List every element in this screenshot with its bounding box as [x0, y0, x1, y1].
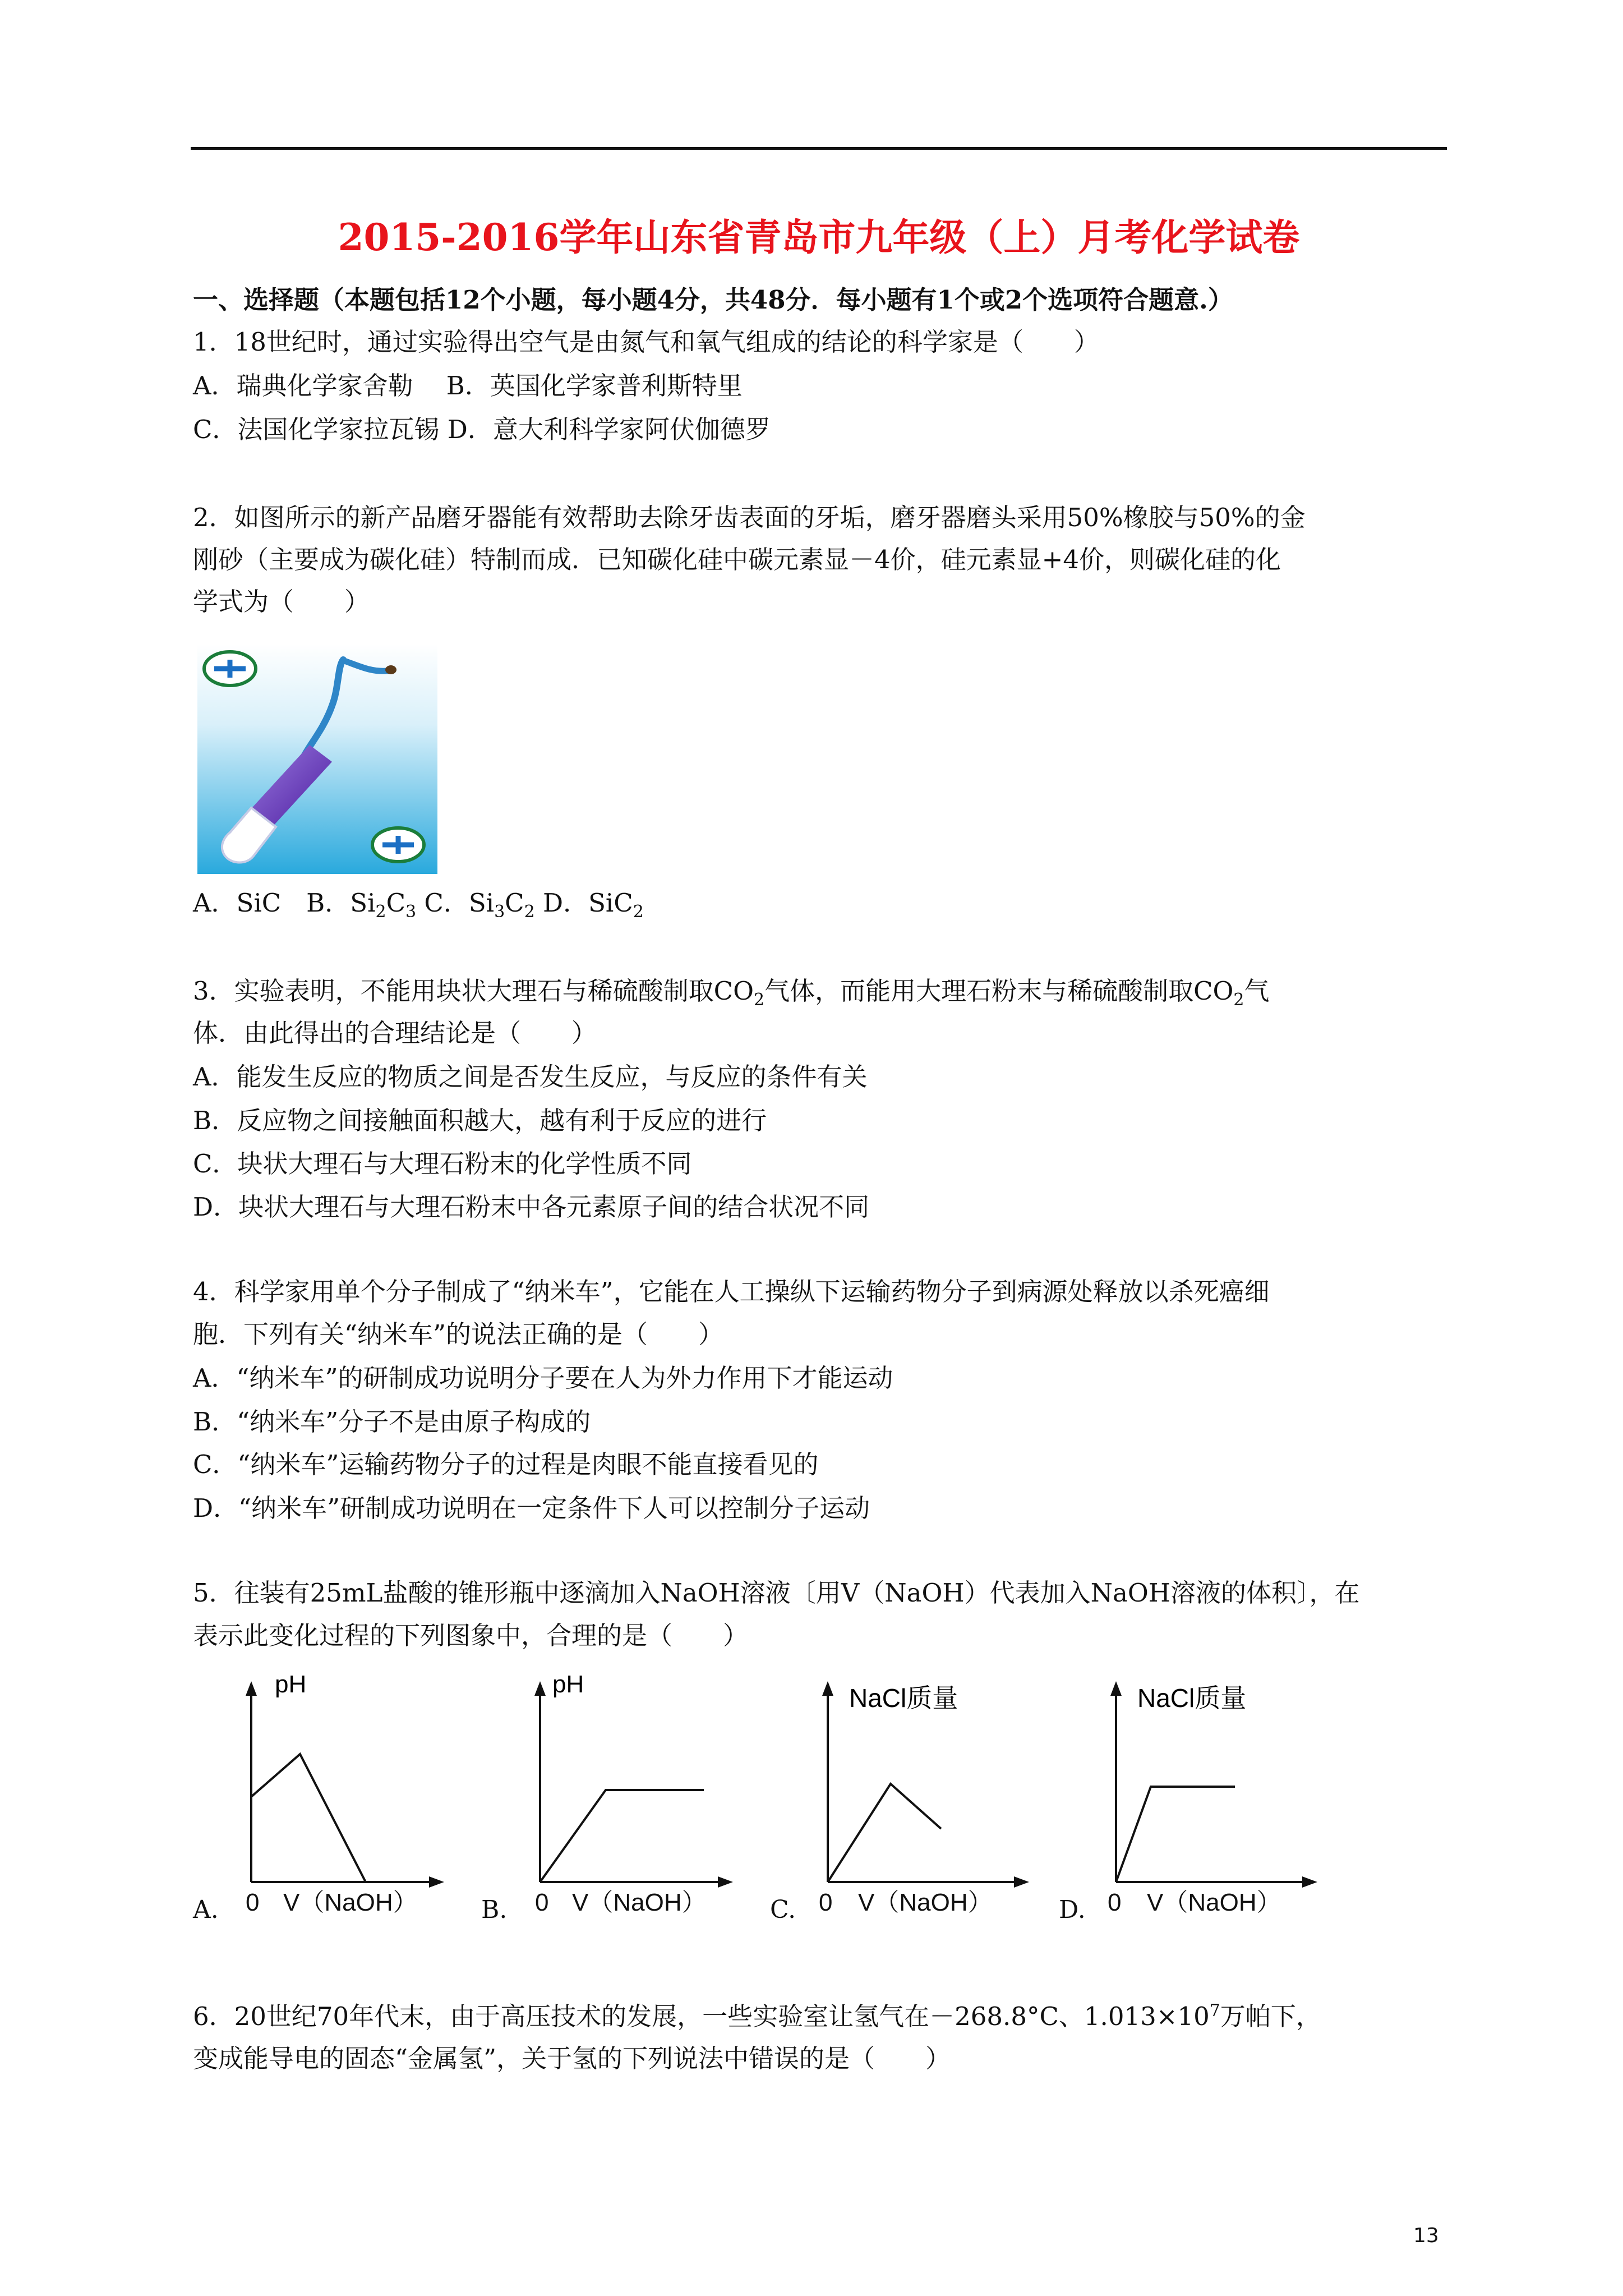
graph-b-plot: [513, 1674, 737, 1888]
q1-options-cd: C．法国化学家拉瓦锡 D．意大利科学家阿伏伽德罗: [193, 415, 771, 444]
graph-d-xlabel: V（NaOH）: [1147, 1889, 1281, 1916]
q6-stem-line2: 变成能导电的固态“金属氢”，关于氢的下列说法中错误的是（ ）: [193, 2044, 951, 2073]
q3-option-b: B．反应物之间接触面积越大，越有利于反应的进行: [193, 1106, 767, 1135]
page-title: 2015-2016学年山东省青岛市九年级（上）月考化学试卷: [338, 215, 1300, 259]
graph-c-xlabel: V（NaOH）: [858, 1889, 993, 1916]
q1-options-ab: A．瑞典化学家舍勒 B．英国化学家普利斯特里: [193, 371, 743, 401]
q3-stem-line2: 体．由此得出的合理结论是（ ）: [193, 1018, 597, 1048]
logo-badge-bottom-icon: [372, 828, 424, 862]
graph-a-origin: 0: [246, 1889, 260, 1916]
graph-c-origin: 0: [819, 1889, 833, 1916]
page-number: 13: [1413, 2224, 1439, 2247]
q2-options: A．SiC B．$Si_2C_3$ C．$Si_3C_2$ D．SiC$_2$: [193, 888, 644, 922]
logo-badge-top-icon: [204, 652, 256, 685]
graph-d-option-label: D.: [1059, 1895, 1086, 1924]
graph-a-xlabel: V（NaOH）: [283, 1889, 418, 1916]
graph-b-origin: 0: [535, 1889, 549, 1916]
q1-stem: 1．18世纪时，通过实验得出空气是由氮气和氧气组成的结论的科学家是（ ）: [193, 327, 1099, 357]
graph-c-plot: [801, 1674, 1036, 1888]
q4-stem-line2: 胞．下列有关“纳米车”的说法正确的是（ ）: [193, 1319, 724, 1349]
graph-a-ylabel: pH: [275, 1674, 307, 1698]
q2-stem-line2: 刚砂（主要成为碳化硅）特制而成．已知碳化硅中碳元素显－4价，硅元素显+4价，则碳化硅的化: [193, 545, 1281, 574]
q5-stem-line1: 5．往装有25mL盐酸的锥形瓶中逐滴加入NaOH溶液〔用V（NaOH）代表加入NaOH溶液的体积〕，在: [193, 1578, 1360, 1608]
graph-c-option-label: C.: [770, 1895, 796, 1924]
graph-d-origin: 0: [1108, 1889, 1122, 1916]
q6-stem-line1: 6．20世纪70年代末，由于高压技术的发展，一些实验室让氢气在－268.8°C、$1.013\times 10^7$万帕下，: [193, 2001, 1321, 2031]
q3-option-a: A．能发生反应的物质之间是否发生反应，与反应的条件有关: [193, 1062, 868, 1092]
q4-option-b: B．“纳米车”分子不是由原子构成的: [193, 1407, 591, 1437]
q3-option-c: C．块状大理石与大理石粉末的化学性质不同: [193, 1149, 692, 1179]
q4-option-a: A．“纳米车”的研制成功说明分子要在人为外力作用下才能运动: [193, 1363, 893, 1393]
graph-d-plot: [1089, 1674, 1325, 1888]
q2-stem-line3: 学式为（ ）: [193, 587, 370, 616]
q5-stem-line2: 表示此变化过程的下列图象中，合理的是（ ）: [193, 1621, 749, 1650]
graph-d-ylabel: NaCl质量: [1137, 1683, 1247, 1713]
graph-a-option-label: A.: [193, 1895, 219, 1924]
graph-b-ylabel: pH: [552, 1674, 584, 1698]
top-rule: [191, 147, 1447, 150]
graph-b-xlabel: V（NaOH）: [572, 1889, 707, 1916]
section-heading: 一、选择题（本题包括12个小题，每小题4分，共48分．每小题有1个或2个选项符合题意.）: [193, 285, 1233, 315]
graph-a-plot: [224, 1674, 449, 1888]
graph-b-option-label: B.: [481, 1895, 508, 1924]
graph-c-ylabel: NaCl质量: [849, 1683, 958, 1713]
q4-option-d: D．“纳米车”研制成功说明在一定条件下人可以控制分子运动: [193, 1493, 870, 1523]
q3-option-d: D．块状大理石与大理石粉末中各元素原子间的结合状况不同: [193, 1192, 870, 1222]
q4-stem-line1: 4．科学家用单个分子制成了“纳米车”，它能在人工操纵下运输药物分子到病源处释放以杀死癌细: [193, 1277, 1270, 1306]
q3-stem-line1: 3．实验表明，不能用块状大理石与稀硫酸制取$CO_2$气体，而能用大理石粉末与稀硫酸制取$CO_2$气: [193, 976, 1270, 1010]
q4-option-c: C．“纳米车”运输药物分子的过程是肉眼不能直接看见的: [193, 1450, 819, 1479]
tooth-grinder-image: [197, 644, 437, 874]
q2-stem-line1: 2．如图所示的新产品磨牙器能有效帮助去除牙齿表面的牙垢，磨牙器磨头采用50%橡胶与50%的金: [193, 503, 1306, 532]
